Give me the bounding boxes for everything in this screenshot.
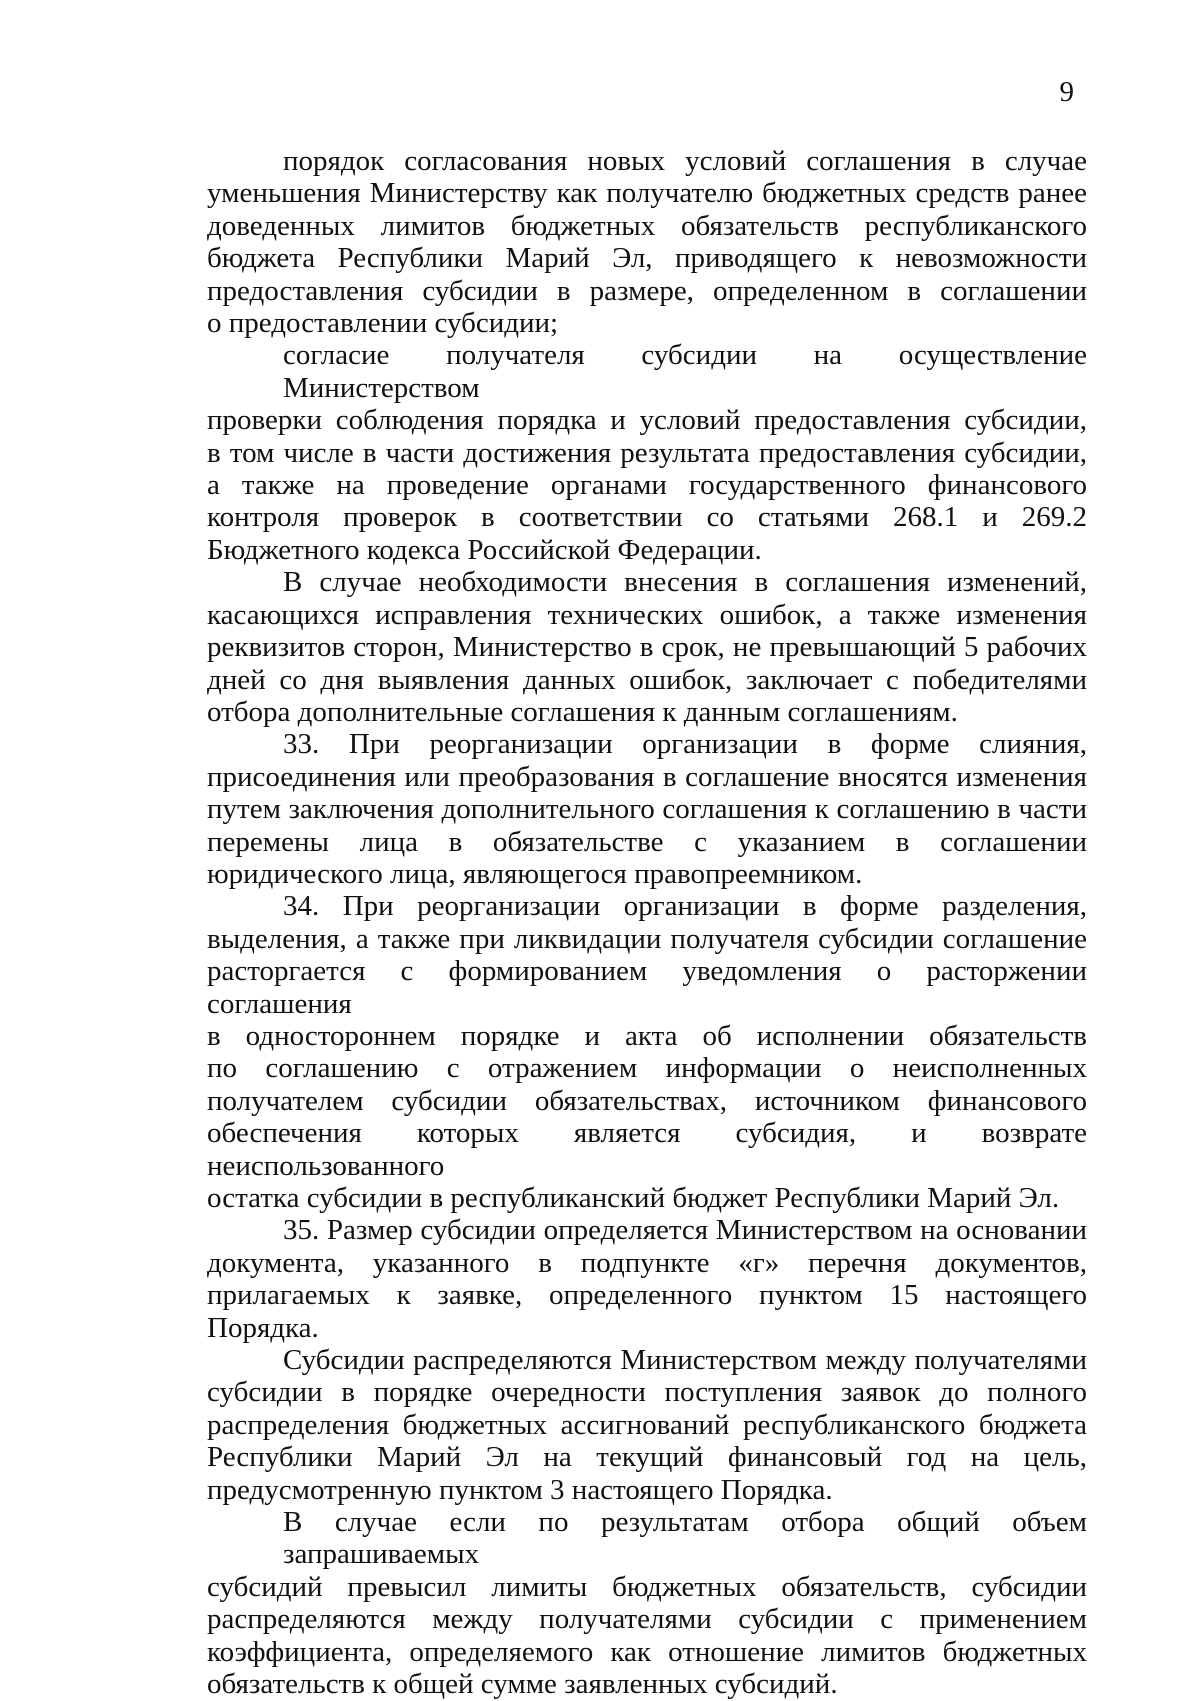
text-line: в одностороннем порядке и акта об исполнении обязательств [207, 1019, 1087, 1052]
text-line: 33. При реорганизации организации в форме слияния, [283, 728, 1087, 761]
text-line: получателем субсидии обязательствах, источником финансового [207, 1084, 1087, 1117]
text-line: проверки соблюдения порядка и условий предоставления субсидии, [207, 404, 1087, 437]
text-line: выделения, а также при ликвидации получателя субсидии соглашение [207, 922, 1087, 955]
text-line: а также на проведение органами государственного финансового [207, 469, 1087, 502]
text-line: бюджета Республики Марий Эл, приводящего к невозможности [207, 242, 1087, 275]
text-line: 34. При реорганизации организации в форме разделения, [283, 890, 1087, 923]
paragraph-recipient-consent [207, 339, 1087, 566]
paragraph-35-subsidy-amount [207, 1214, 1087, 1344]
text-line: перемены лица в обязательстве с указанием в соглашении [207, 825, 1087, 858]
paragraph-distribution-order [207, 1344, 1087, 1506]
text-line: дней со дня выявления данных ошибок, заключает с победителями [207, 663, 1087, 696]
text-line: расторгается с формированием уведомления о расторжении соглашения [207, 955, 1087, 1020]
paragraph-technical-errors [207, 566, 1087, 728]
text-line: прилагаемых к заявке, определенного пунктом 15 настоящего Порядка. [207, 1279, 1087, 1344]
document-body [207, 145, 1087, 1701]
text-line: Субсидии распределяются Министерством между получателями [283, 1344, 1087, 1377]
text-line: субсидий превысил лимиты бюджетных обязательств, субсидии [207, 1570, 1087, 1603]
text-line: путем заключения дополнительного соглашения к соглашению в части [207, 793, 1087, 826]
text-line: уменьшения Министерству как получателю бюджетных средств ранее [207, 177, 1087, 210]
paragraph-33-merger [207, 728, 1087, 890]
text-line: субсидии в порядке очередности поступления заявок до полного [207, 1376, 1087, 1409]
text-line: касающихся исправления технических ошибок, а также изменения [207, 598, 1087, 631]
paragraph-approval-procedure [207, 145, 1087, 339]
text-line: В случае необходимости внесения в соглашения изменений, [283, 566, 1087, 599]
text-line: о предоставлении субсидии; [207, 307, 559, 340]
text-line: остатка субсидии в республиканский бюджет Республики Марий Эл. [207, 1182, 1060, 1214]
text-line: предусмотренную пунктом 3 настоящего Порядка. [207, 1473, 833, 1506]
text-line: порядок согласования новых условий соглашения в случае [283, 145, 1087, 177]
text-line: распределения бюджетных ассигнований республиканского бюджета [207, 1408, 1087, 1441]
text-line: распределяются между получателями субсидии с применением [207, 1603, 1087, 1636]
text-line: юридического лица, являющегося правопреемником. [207, 857, 863, 890]
text-line: коэффициента, определяемого как отношение лимитов бюджетных [207, 1635, 1087, 1668]
text-line: реквизитов сторон, Министерство в срок, не превышающий 5 рабочих [207, 631, 1087, 664]
text-line: Бюджетного кодекса Российской Федерации. [207, 533, 762, 566]
text-line: контроля проверок в соответствии со статьями 268.1 и 269.2 [207, 501, 1087, 534]
text-line: доведенных лимитов бюджетных обязательств республиканского [207, 209, 1087, 242]
text-line: в том числе в части достижения результата предоставления субсидии, [207, 436, 1087, 469]
text-line: обязательств к общей сумме заявленных субсидий. [207, 1668, 838, 1701]
text-line: по соглашению с отражением информации о неисполненных [207, 1052, 1087, 1085]
text-line: 35. Размер субсидии определяется Министерством на основании [283, 1214, 1087, 1247]
text-line: согласие получателя субсидии на осуществление Министерством [283, 339, 1087, 404]
text-line: отбора дополнительные соглашения к данным соглашениям. [207, 695, 958, 728]
paragraph-34-division [207, 890, 1087, 1214]
page-number: 9 [1059, 76, 1074, 108]
paragraph-coefficient [207, 1506, 1087, 1700]
text-line: присоединения или преобразования в соглашение вносятся изменения [207, 760, 1087, 793]
text-line: предоставления субсидии в размере, определенном в соглашении [207, 274, 1087, 307]
text-line: В случае если по результатам отбора общий объем запрашиваемых [283, 1506, 1087, 1571]
text-line: Республики Марий Эл на текущий финансовый год на цель, [207, 1441, 1087, 1474]
text-line: обеспечения которых является субсидия, и возврате неиспользованного [207, 1117, 1087, 1182]
text-line: документа, указанного в подпункте «г» перечня документов, [207, 1246, 1087, 1279]
